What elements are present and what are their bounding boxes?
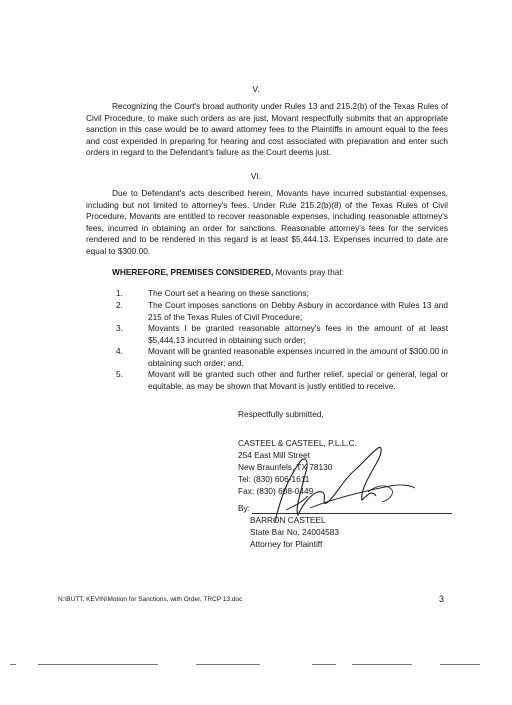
firm-fax: Fax: (830) 608-0449 — [238, 486, 314, 496]
scan-artifact — [196, 664, 260, 665]
list-item-number: 1. — [116, 288, 123, 298]
attorney-name: BARRON CASTEEL — [250, 515, 326, 525]
closing: Respectfully submitted, — [238, 409, 324, 419]
attorney-role: Attorney for Plaintiff — [250, 539, 323, 549]
section-v-paragraph: Recognizing the Court's broad authority under Rules 13 and 215.2(b) of the Texas Rules of Civil Procedure, to make such orders as are just, Movant respectfully submits that an appropriate sanction in this case would be to award attorney fees to the Plaintiffs in amount equal to the fees and cost expended in preparing for hearing and cost associated with preparation and enter such orders in regard to the Defendant's failure as the Court deems just. — [86, 101, 448, 158]
list-item: Movant will be granted reasonable expenses incurred in the amount of $300.00 in obtaining such order; and, — [148, 346, 448, 368]
section-vi-paragraph: Due to Defendant's acts described herein, Movants have incurred substantial expenses, including but not limited to attorney's fees. Under Rule 215.2(b)(8) of the Texas Rules of Civil Procedure, Movants are entitled to recover reasonable expenses, including reasonable attorney's fees, incurred in obtaining an order for sanctions. Reasonable attorney's fees for the services rendered and to be rendered in this regard is at least $5,444.13. Expenses incurred to date are equal to $300.00. — [86, 188, 448, 256]
list-item-number: 4. — [116, 346, 123, 356]
firm-city: New Braunfels, TX 78130 — [238, 462, 333, 472]
scan-artifact — [312, 664, 336, 665]
firm-tel: Tel: (830) 606-1611 — [238, 474, 310, 484]
list-item-number: 5. — [116, 369, 123, 379]
prayer-heading: WHEREFORE, PREMISES CONSIDERED, — [112, 267, 274, 277]
list-item: The Court set a hearing on these sanctions; — [148, 288, 309, 298]
scan-artifact — [440, 664, 480, 665]
list-item-number: 2. — [116, 300, 123, 310]
by-label: By: — [238, 503, 250, 513]
list-item: The Court imposes sanctions on Debby Asbury in accordance with Rules 13 and 215 of the Texas Rules of Civil Procedure; — [148, 300, 448, 322]
handwritten-signature — [250, 440, 420, 530]
footer-file-path: N:\BUTT, KEVIN\Motion for Sanctions, with Order, TRCP 13.doc — [58, 596, 243, 603]
section-vi-heading: VI. — [250, 171, 262, 181]
page-number: 3 — [439, 594, 445, 604]
scan-artifact — [352, 664, 412, 665]
list-item: Movant will be granted such other and further relief, special or general, legal or equitable, as may be shown that Movant is justly entitled to receive. — [148, 369, 448, 391]
firm-name: CASTEEL & CASTEEL, P.L.L.C. — [238, 438, 357, 448]
firm-street: 254 East Mill Street — [238, 450, 310, 460]
prayer-text: Movants pray that: — [273, 267, 344, 277]
bar-number: State Bar No. 24004583 — [250, 527, 340, 537]
scan-artifact — [10, 664, 16, 665]
scan-artifact — [38, 664, 158, 665]
list-item: Movants I be granted reasonable attorney's fees in the amount of at least $5,444.13 incurred in obtaining such order; — [148, 323, 448, 345]
section-v-heading: V. — [252, 84, 260, 94]
prayer-line — [112, 267, 452, 279]
list-item-number: 3. — [116, 323, 123, 333]
